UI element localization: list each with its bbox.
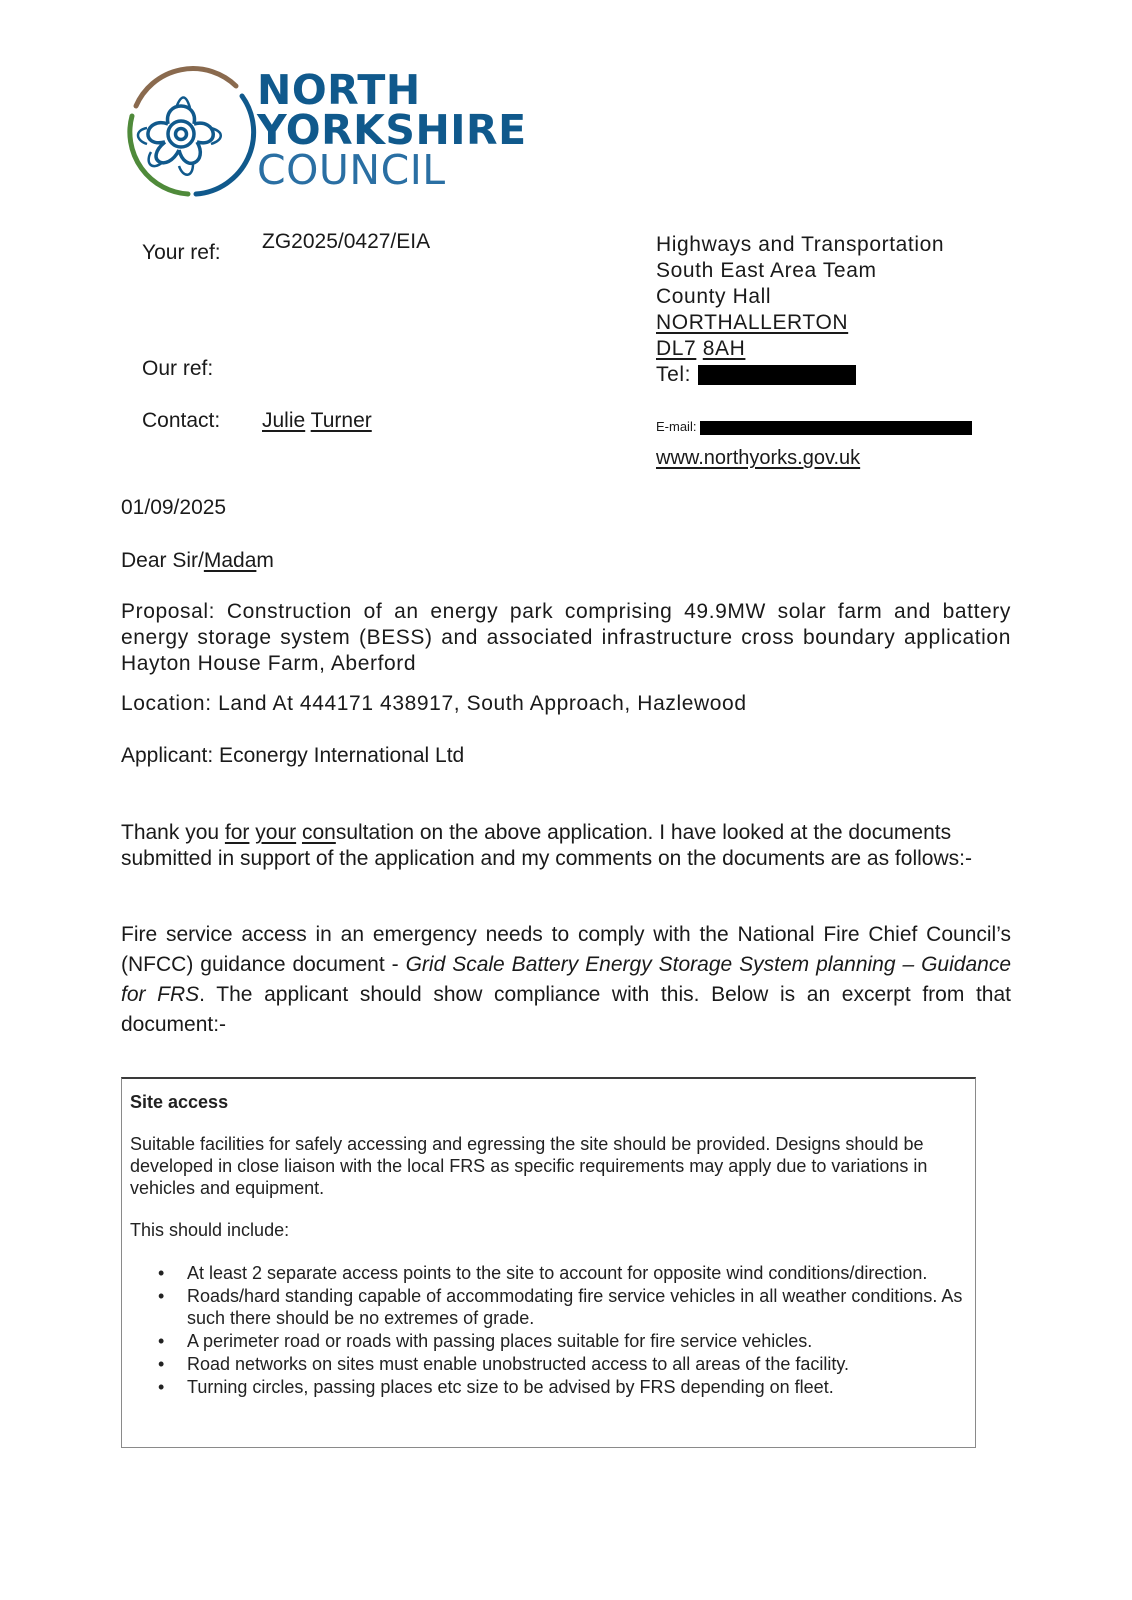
salutation-start: Dear Sir/: [121, 549, 204, 572]
list-item: [130, 1376, 967, 1398]
logo-ring-right-arc: [196, 96, 254, 194]
tel-label: Tel:: [656, 363, 692, 386]
address-postcode-inward: 8AH: [702, 337, 746, 360]
email-row: [656, 418, 972, 436]
logo-line-council: COUNCIL: [257, 146, 446, 194]
letter-date: 01/09/2025: [121, 496, 227, 519]
thanks-paragraph: [121, 820, 1011, 872]
address-line-1: Highways and Transportation: [656, 233, 945, 256]
excerpt-box: [121, 1077, 976, 1448]
thanks-underline-1: for: [224, 821, 250, 844]
email-redaction: [700, 421, 972, 435]
thanks-text-2: sultation on the above application. I have looked at the documents submitted in support of the application and my comments on the documents are as follows:-: [121, 821, 972, 870]
logo-wordmark: [257, 66, 527, 194]
bullet-icon: •: [158, 1263, 165, 1283]
logo-line-north: NORTH: [257, 66, 421, 114]
list-item-text: At least 2 separate access points to the site to account for opposite wind conditions/direction.: [187, 1263, 928, 1283]
contact-last-name: Turner: [310, 409, 372, 432]
applicant-paragraph: Applicant: Econergy International Ltd: [121, 744, 465, 767]
fire-access-paragraph: [121, 920, 1011, 1040]
proposal-paragraph: Proposal: Construction of an energy park comprising 49.9MW solar farm and battery energy storage system (BESS) and associated infrastructure cross boundary application Hayton House Farm, Aberford: [121, 600, 1011, 675]
contact-first-name: Julie: [262, 409, 306, 432]
contact-name: [262, 408, 372, 434]
thanks-text-1: Thank you: [121, 821, 225, 844]
address-line-2: South East Area Team: [656, 259, 877, 282]
our-ref-label: Our ref:: [142, 357, 214, 380]
bullet-icon: •: [158, 1377, 165, 1397]
list-item: [130, 1262, 967, 1284]
list-item-text: Road networks on sites must enable unobstructed access to all areas of the facility.: [187, 1354, 850, 1374]
location-paragraph: Location: Land At 444171 438917, South Approach, Hazlewood: [121, 692, 747, 715]
bullet-icon: •: [158, 1286, 165, 1306]
your-ref-value: ZG2025/0427/EIA: [262, 230, 431, 253]
list-item-text: Turning circles, passing places etc size to be advised by FRS depending on fleet.: [187, 1377, 834, 1397]
salutation-underlined: Mada: [203, 549, 257, 572]
website-link[interactable]: www.northyorks.gov.uk: [656, 447, 861, 469]
excerpt-body: Suitable facilities for safely accessing and egressing the site should be provided. Designs should be developed in close liaison with the local FRS as specific requirements may apply due to variations in vehicles and equipment.: [130, 1134, 928, 1198]
list-item-text: A perimeter road or roads with passing places suitable for fire service vehicles.: [187, 1331, 813, 1351]
address-postcode-outward: DL7: [656, 337, 697, 360]
address-line-3: County Hall: [656, 285, 772, 308]
salutation: [121, 549, 274, 573]
email-label: E-mail:: [656, 419, 697, 434]
tel-redaction: [698, 365, 856, 385]
contact-label: Contact:: [142, 409, 221, 432]
list-item: [130, 1285, 967, 1329]
thanks-underline-3: con: [301, 821, 336, 844]
excerpt-heading: Site access: [130, 1092, 229, 1112]
guidance-title: Grid Scale Battery Energy Storage System planning – Guidance for FRS: [121, 953, 1011, 1006]
list-item: [130, 1330, 967, 1352]
excerpt-list: [130, 1262, 967, 1398]
bullet-icon: •: [158, 1354, 165, 1374]
salutation-end: m: [256, 549, 274, 572]
logo-line-yorkshire: YORKSHIRE: [257, 106, 527, 154]
bullet-icon: •: [158, 1331, 165, 1351]
fire-text-2: . The applicant should show compliance with this. Below is an excerpt from that document:-: [121, 983, 1011, 1036]
sender-address: [656, 232, 944, 388]
excerpt-intro: This should include:: [130, 1220, 290, 1240]
address-town: NORTHALLERTON: [656, 311, 849, 334]
rose-emblem: [138, 98, 221, 175]
list-item-text: Roads/hard standing capable of accommodating fire service vehicles in all weather conditions. As such there should be no extremes of grade.: [187, 1286, 963, 1328]
fire-text-1: Fire service access in an emergency needs to comply with the National Fire Chief Council’s (NFCC) guidance document -: [121, 923, 1011, 976]
list-item: [130, 1353, 967, 1375]
your-ref-label: Your ref:: [142, 241, 221, 264]
thanks-underline-2: your: [255, 821, 297, 844]
